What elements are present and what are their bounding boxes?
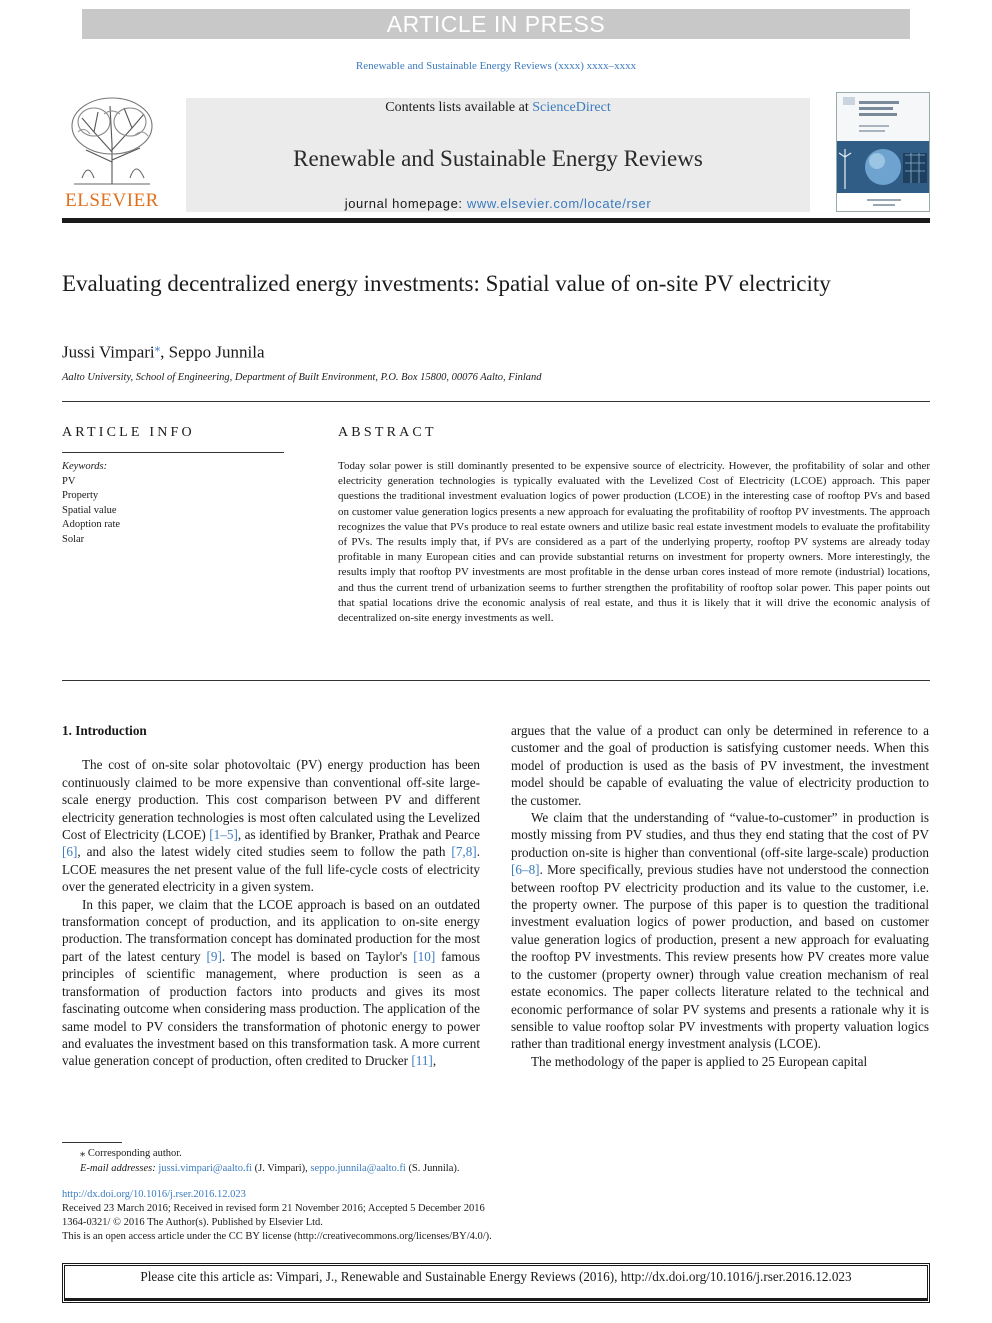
keyword: Property [62,490,99,501]
section-heading-introduction: 1. Introduction [62,723,147,738]
homepage-line [186,196,810,211]
paragraph [62,756,480,895]
sciencedirect-link[interactable]: ScienceDirect [532,100,611,115]
text-run: We claim that the understanding of “value-to-customer” in production is mostly missing from PV studies, and thus they end stating that the cost of PV production on-site is higher than conventional (off-site large-scale) production [511,810,929,860]
license-note: This is an open access article under the CC BY license (http://creativecommons.org/licenses/BY/4.0/). [62,1231,492,1242]
text-run: famous principles of scientific management, where production is seen as a transformation of production factors into products and gives its most fascinating outcome when considering mass production. The application of the same model to PV considers the transformation of photonic energy to power and evaluates the investment based on this transformation task. A more current value generation concept of production, often credited to Drucker [62,948,480,1069]
email-link-1[interactable]: jussi.vimpari@aalto.fi [158,1163,253,1174]
paragraph: argues that the value of a product can only be determined in reference to a customer and the goal of production is satisfying customer needs. When this model of production is used as the basis of PV investment, the investment model should be capable of evaluating the value of electricity production to the customer. [511,723,929,808]
text-run: . The model is based on Taylor's [221,948,414,964]
keyword: PV [62,475,76,487]
text-run: . LCOE measures the net present value of the full life-cycle costs of electricity over the generated electricity in a given system. [62,844,480,895]
keywords-block [62,460,120,547]
abstract-divider [62,680,930,681]
text-run: , as identified by Branker, Prathak and Pearce [237,827,480,843]
author-separator: , [160,342,169,362]
corresponding-author-note: ⁎ Corresponding author. [80,1148,182,1159]
article-in-press-banner: ARTICLE IN PRESS [82,9,910,39]
author-2[interactable]: Seppo Junnila [168,342,265,362]
elsevier-tree-icon [64,92,160,188]
paragraph [511,809,929,1053]
text-run: The cost of on-site solar photovoltaic (PV) energy production has been continuously claimed to be more expensive than conventional off-site large-scale energy production. This cost comparison between PV and different electricity generation technologies is most often calculated using the Levelized Cost of Electricity (LCOE) [62,757,480,843]
abstract-heading: ABSTRACT [338,425,437,440]
contents-prefix: Contents lists available at [385,100,533,115]
doi-block [62,1188,492,1244]
keywords-label: Keywords: [62,461,108,472]
doi-link[interactable]: http://dx.doi.org/10.1016/j.rser.2016.12.023 [62,1189,246,1200]
author-1[interactable]: Jussi Vimpari [62,342,155,362]
text-run: , and also the latest widely cited studies seem to follow the path [77,844,452,860]
citation-text[interactable]: Please cite this article as: Vimpari, J., Renewable and Sustainable Energy Reviews (2016), http://dx.doi.org/10.1016/j.rser.2016.12.023 [140,1269,852,1284]
paragraph [62,896,480,1070]
text-run: , [432,1053,437,1069]
text-run: In this paper, we claim that the LCOE approach is based on an outdated transformation concept of production, and its application to on-site energy production. The transformation concept has dominated production for the most part of the latest century [62,896,480,964]
email-line [62,1161,459,1176]
author-list [62,341,265,363]
citation-link[interactable]: [6] [62,844,78,860]
keyword: Spatial value [62,504,117,516]
citation-box [62,1263,930,1303]
title-divider [62,401,930,402]
journal-cover-thumbnail[interactable] [836,92,930,212]
footnote-rule [62,1142,122,1143]
journal-cover-image [837,93,930,212]
article-info-heading: ARTICLE INFO [62,425,195,440]
email-owner-1: (J. Vimpari), [252,1163,311,1174]
journal-title: Renewable and Sustainable Energy Reviews [293,146,703,171]
citation-link[interactable]: [1–5] [209,827,238,843]
elsevier-logo[interactable] [62,92,162,212]
elsevier-wordmark: ELSEVIER [65,190,159,211]
paragraph: The methodology of the paper is applied to 25 European capital [531,1053,868,1069]
citation-link[interactable]: [11] [411,1053,433,1069]
journal-reference[interactable]: Renewable and Sustainable Energy Reviews (xxxx) xxxx–xxxx [355,60,637,72]
corresponding-author-mark[interactable]: ⁎ [154,342,161,354]
citation-link[interactable]: [7,8] [451,844,477,860]
body-column-right [511,722,929,1070]
keyword: Solar [62,533,85,545]
article-title: Evaluating decentralized energy investments: Spatial value of on-site PV electricity [62,271,831,296]
email-owner-2: (S. Junnila). [405,1163,460,1174]
homepage-prefix: journal homepage: [344,196,467,211]
article-info-rule [62,452,284,453]
email-label: E-mail addresses: [80,1163,159,1174]
body-column-left [62,722,480,1070]
email-link-2[interactable]: seppo.junnila@aalto.fi [310,1163,406,1174]
homepage-link[interactable]: www.elsevier.com/locate/rser [466,196,652,211]
journal-header [62,92,930,218]
citation-link[interactable]: [6–8] [511,862,540,878]
issn-copyright: 1364-0321/ © 2016 The Author(s). Published by Elsevier Ltd. [62,1217,323,1228]
contents-line [186,100,810,116]
citation-link[interactable]: [10] [413,948,436,964]
text-run: . More specifically, previous studies have not understood the connection between rooftop PV electricity production and its value to the customer, i.e. the property owner. The purpose of this paper is to question the traditional investment evaluation logics of power production, and based on customer value generation logics of production, present a new approach for evaluating the rooftop PV investments. This review presents how PV creates more value to the customer (property owner) through value creation mechanism of real estate economics. The paper collects literature related to the technical and economic performance of solar PV systems and presents a rationale why it is sensible to value rooftop solar PV investments with property valuation logics rather than traditional energy investment analysis (LCOE). [511,862,929,1052]
header-rule [62,218,930,223]
received-dates: Received 23 March 2016; Received in revised form 21 November 2016; Accepted 5 December 2016 [62,1203,485,1214]
journal-info-band [186,98,810,212]
abstract-text: Today solar power is still dominantly presented to be expensive source of electricity. However, the profitability of solar and other electricity generation technologies is typically evaluated with the Levelized Cost of Electricity (LCOE) approach. This paper questions the traditional investment evaluation logics of power production (LCOE) in the interesting case of rooftop PVs and based on customer value generation logics presents a new approach for evaluating the profitability of rooftop PV investments. The approach recognizes the value that PVs produce to real estate owners and utilize basic real estate investment models to evaluate the profitability of PVs. The results imply that, if PVs are considered as a part of the underlying property, rooftop PV systems are already today profitable in many European cities and can provide substantial returns on investment for property owners. More interestingly, the results imply that rooftop PV investments are most profitable in the dense urban cores instead of more remote (industrial) locations, and thus the current trend of urbanization seems to further strengthen the profitability of rooftop solar power. This paper points out that spatial locations drive the economic analysis of real estate, and thus it is likely that it will drive the economic analysis of decentralized on-site energy investments as well. [338,460,930,625]
keyword: Adoption rate [62,519,121,530]
affiliation: Aalto University, School of Engineering, Department of Built Environment, P.O. Box 15800, 00076 Aalto, Finland [62,372,542,383]
footnotes [62,1146,459,1176]
citation-link[interactable]: [9] [206,948,222,964]
